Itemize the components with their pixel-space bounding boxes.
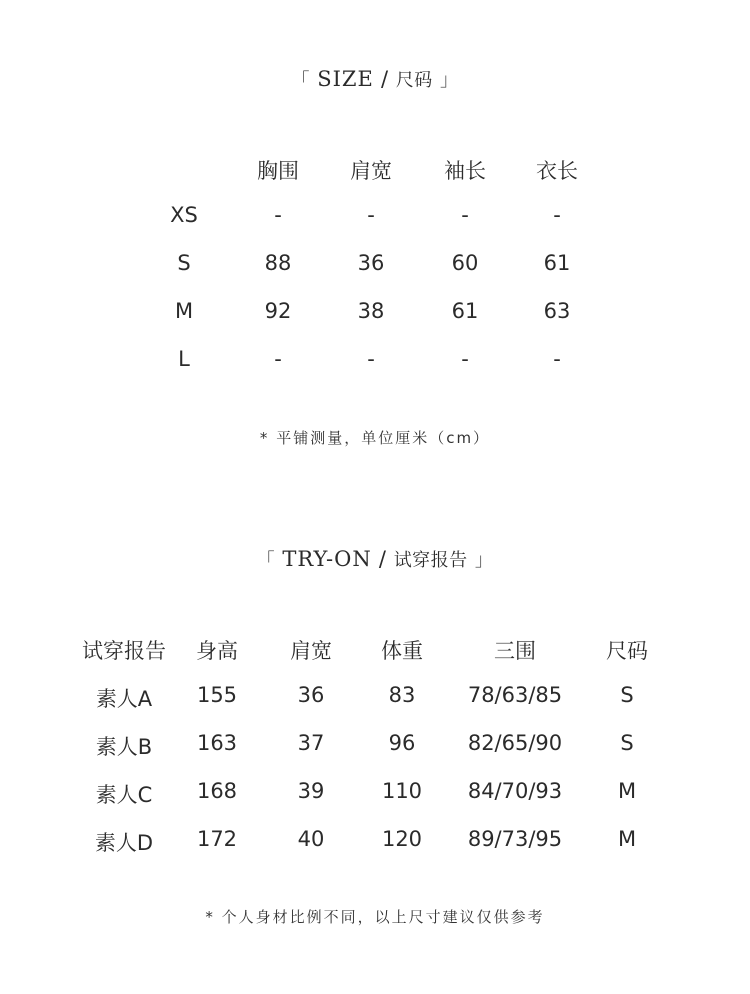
tryon-row-label: 素人C [95,783,153,807]
bracket-close: 」 [474,550,494,571]
tryon-cell: 120 [381,827,423,851]
tryon-cell: S [620,683,634,707]
size-title-sep: / [381,67,389,91]
tryon-title-sep: / [378,547,387,571]
size-note: * 平铺测量，单位厘米（cm） [259,429,491,447]
tryon-cell: 168 [196,779,238,803]
tryon-title-cn: 试穿报告 [393,550,468,571]
size-cell: 38 [357,299,385,323]
size-cell: - [274,347,282,371]
size-cell: 61 [543,251,571,275]
bracket-open: 「 [291,70,311,91]
size-row-label: S [177,251,191,275]
tryon-header: 体重 [381,639,423,663]
tryon-row-label: 素人A [95,687,153,711]
size-cell: 63 [543,299,571,323]
tryon-cell: 37 [297,731,325,755]
size-cell: 60 [451,251,479,275]
tryon-header: 三围 [494,639,536,663]
tryon-cell: 89/73/95 [467,827,563,851]
size-header: 胸围 [257,159,299,183]
size-cell: - [461,203,469,227]
tryon-note: * 个人身材比例不同，以上尺寸建议仅供参考 [205,908,545,926]
bracket-close: 」 [439,70,459,91]
tryon-header: 尺码 [606,639,648,663]
size-header: 衣长 [536,159,578,183]
size-cell: - [553,203,561,227]
size-cell: - [274,203,282,227]
tryon-cell: S [620,731,634,755]
tryon-row-label: 素人D [94,831,154,855]
tryon-header: 试穿报告 [82,639,166,663]
size-row-label: L [178,347,190,371]
tryon-cell: 78/63/85 [467,683,563,707]
tryon-cell: 82/65/90 [467,731,563,755]
tryon-cell: 96 [388,731,416,755]
tryon-cell: 163 [196,731,238,755]
size-cell: - [553,347,561,371]
size-cell: 92 [264,299,292,323]
size-cell: - [461,347,469,371]
tryon-header: 身高 [196,639,238,663]
tryon-cell: 155 [196,683,238,707]
tryon-cell: 40 [297,827,325,851]
tryon-cell: 83 [388,683,416,707]
size-row-label: M [174,299,194,323]
tryon-cell: 110 [381,779,423,803]
tryon-header: 肩宽 [290,639,332,663]
tryon-cell: 39 [297,779,325,803]
bracket-open: 「 [256,550,276,571]
size-cell: 61 [451,299,479,323]
tryon-cell: 172 [196,827,238,851]
size-header: 肩宽 [350,159,392,183]
size-cell: - [367,203,375,227]
size-header: 袖长 [444,159,486,183]
size-cell: - [367,347,375,371]
tryon-title-en: TRY-ON [282,547,372,571]
size-title [0,66,750,92]
size-cell: 88 [264,251,292,275]
tryon-cell: M [617,779,637,803]
tryon-cell: M [617,827,637,851]
size-row-label: XS [170,203,198,227]
tryon-cell: 84/70/93 [467,779,563,803]
size-cell: 36 [357,251,385,275]
size-title-cn: 尺码 [395,70,433,91]
tryon-cell: 36 [297,683,325,707]
size-title-en: SIZE [317,67,374,91]
tryon-row-label: 素人B [95,735,153,759]
tryon-title [0,546,750,572]
